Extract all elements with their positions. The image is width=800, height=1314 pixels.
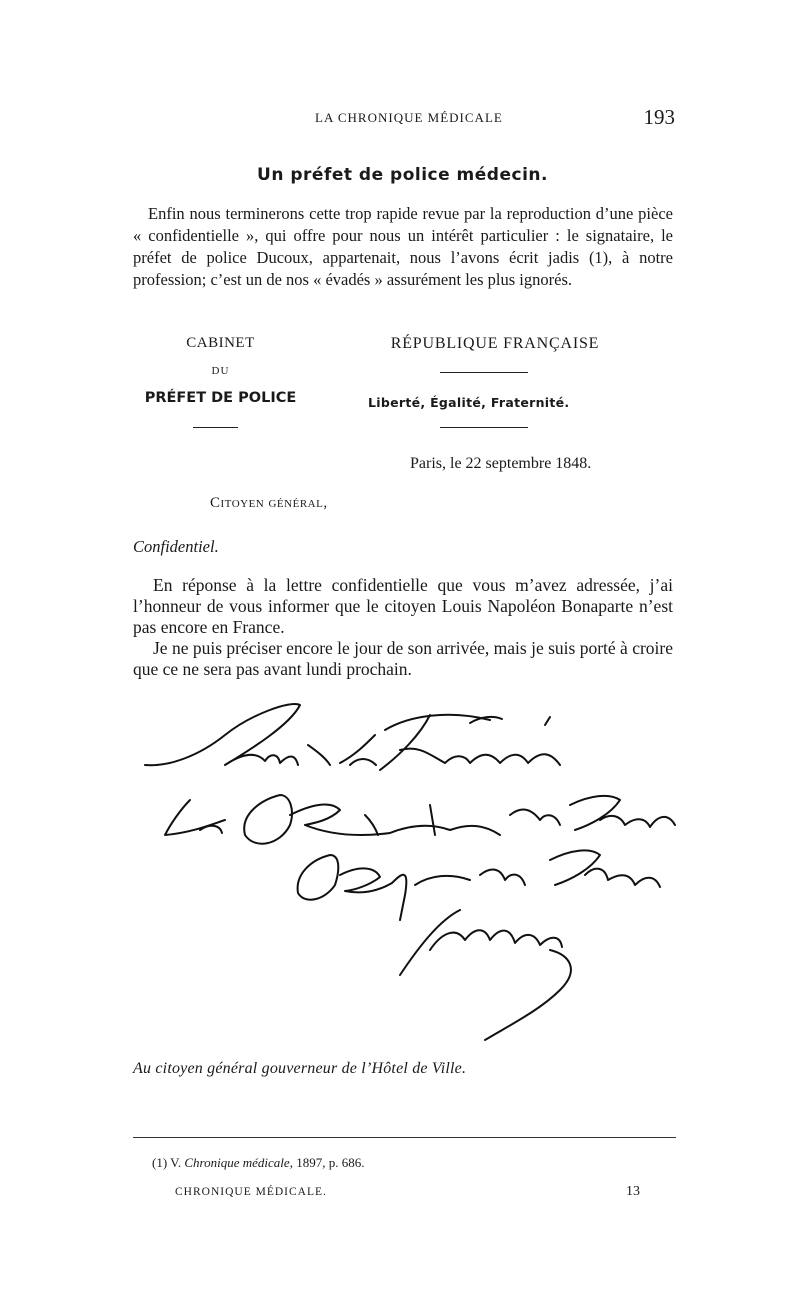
devise-label: Liberté, Égalité, Fraternité.	[368, 395, 570, 410]
letter-paragraph-1: En réponse à la lettre confidentielle que vous m’avez adressée, j’ai l’honneur de vous informer que le citoyen Louis Napoléon Bonaparte n’est pas encore en France.	[133, 575, 673, 637]
intro-text: Enfin nous terminerons cette trop rapide revue par la reproduction d’une pièce « confidentielle », qui offre pour nous un intérêt particulier : le signataire, le préfet de police Ducoux, appartenait, nous l’avons écrit jadis (1), à notre profession; c’est un de nos « évadés » assurément les plus ignorés.	[133, 204, 673, 289]
letter-body	[133, 575, 673, 680]
right-rule-top	[440, 372, 528, 373]
footnote-ref: 1897, p. 686.	[296, 1155, 365, 1170]
letter-paragraph-2: Je ne puis préciser encore le jour de son arrivée, mais je suis porté à croire que ce ne sera pas avant lundi prochain.	[133, 638, 673, 679]
letter-date: Paris, le 22 septembre 1848.	[410, 455, 592, 472]
footnote-rule	[133, 1137, 676, 1138]
salutation: Citoyen général,	[210, 495, 328, 511]
article-title: Un préfet de police médecin.	[257, 165, 548, 185]
footnote	[152, 1155, 364, 1171]
left-rule	[193, 427, 238, 428]
prefet-label: PRÉFET DE POLICE	[144, 390, 297, 406]
footnote-source: Chronique médicale,	[184, 1155, 293, 1170]
confidentiel-label: Confidentiel.	[133, 537, 219, 556]
du-label: DU	[211, 365, 230, 377]
addressee: Au citoyen général gouverneur de l’Hôtel de Ville.	[133, 1060, 467, 1077]
footnote-marker: (1) V.	[152, 1155, 182, 1170]
right-rule-bottom	[440, 427, 528, 428]
cabinet-label: CABINET	[186, 335, 255, 351]
intro-paragraph	[133, 203, 673, 291]
sheet-number: 13	[626, 1184, 640, 1199]
running-title: LA CHRONIQUE MÉDICALE	[315, 110, 503, 125]
republique-label: RÉPUBLIQUE FRANÇAISE	[390, 335, 600, 352]
signature-mark: CHRONIQUE MÉDICALE.	[175, 1186, 327, 1198]
handwritten-signature-block	[130, 695, 690, 1055]
page-header	[130, 105, 675, 135]
handwriting-image	[130, 695, 690, 1055]
page-number: 193	[643, 105, 675, 129]
